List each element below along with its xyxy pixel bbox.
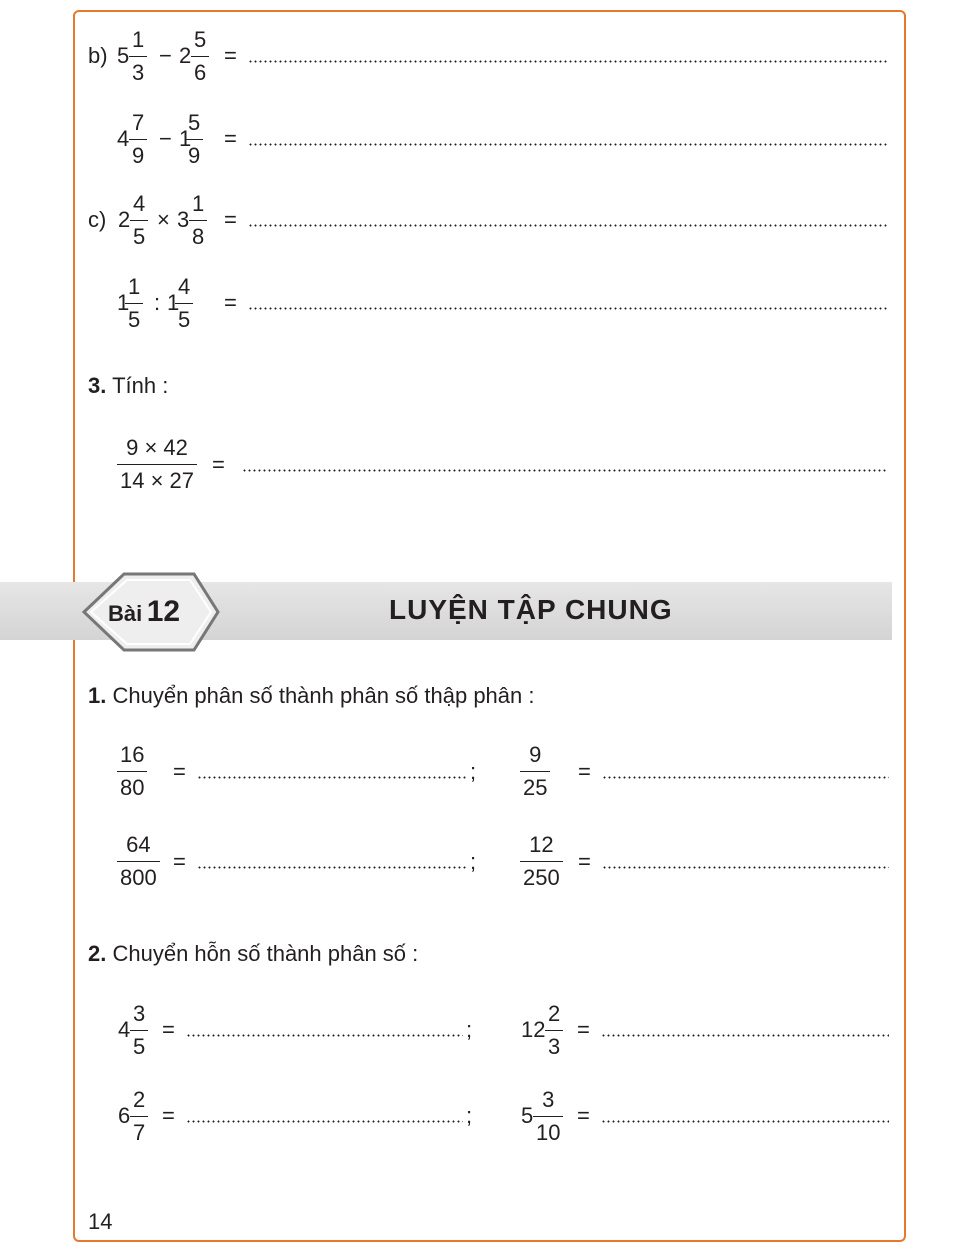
fraction: $\frac{64}{800}$ [117, 832, 160, 891]
fraction: $\frac{1}{3}$ [129, 27, 147, 86]
fraction-ex3: $\frac{9 \times 42}{14 \times 27}$ [117, 435, 197, 494]
answer-blank[interactable] [602, 776, 889, 779]
page-number: 14 [88, 1209, 113, 1234]
lesson-title: LUYỆN TẬP CHUNG [389, 594, 673, 625]
fraction: $\frac{3}{5}$ [130, 1001, 148, 1060]
answer-blank[interactable] [248, 307, 888, 310]
exercise-2-heading: 2. Chuyển hỗn số thành phân số : [88, 941, 419, 966]
fraction: $\frac{3}{10}$ [533, 1087, 563, 1146]
exercise-3-heading: 3. Tính : [88, 373, 169, 398]
answer-blank[interactable] [186, 1034, 463, 1037]
answer-blank[interactable] [197, 776, 467, 779]
answer-blank[interactable] [601, 1120, 889, 1123]
fraction: $\frac{4}{5}$ [130, 191, 148, 250]
answer-blank[interactable] [248, 224, 888, 227]
label-b: b) [88, 43, 108, 68]
fraction: $\frac{4}{5}$ [175, 274, 193, 333]
fraction: $\frac{16}{80}$ [117, 742, 147, 801]
fraction: $\frac{7}{9}$ [129, 110, 147, 169]
answer-blank[interactable] [197, 866, 467, 869]
answer-blank[interactable] [602, 866, 889, 869]
fraction: $\frac{12}{250}$ [520, 832, 563, 891]
fraction: $\frac{5}{9}$ [185, 110, 203, 169]
fraction: $\frac{1}{5}$ [125, 274, 143, 333]
fraction: $\frac{2}{7}$ [130, 1087, 148, 1146]
lesson-badge-label: Bài 12 [108, 595, 181, 628]
answer-blank[interactable] [248, 143, 888, 146]
exercise-1-heading: 1. Chuyển phân số thành phân số thập phân : [88, 683, 535, 708]
fraction: $\frac{1}{8}$ [189, 191, 207, 250]
answer-blank[interactable] [248, 60, 888, 63]
fraction: $\frac{2}{3}$ [545, 1001, 563, 1060]
fraction: $\frac{5}{6}$ [191, 27, 209, 86]
answer-blank[interactable] [242, 469, 888, 472]
answer-blank[interactable] [186, 1120, 463, 1123]
answer-blank[interactable] [601, 1034, 889, 1037]
fraction: $\frac{9}{25}$ [520, 742, 550, 801]
label-c: c) [88, 207, 107, 232]
